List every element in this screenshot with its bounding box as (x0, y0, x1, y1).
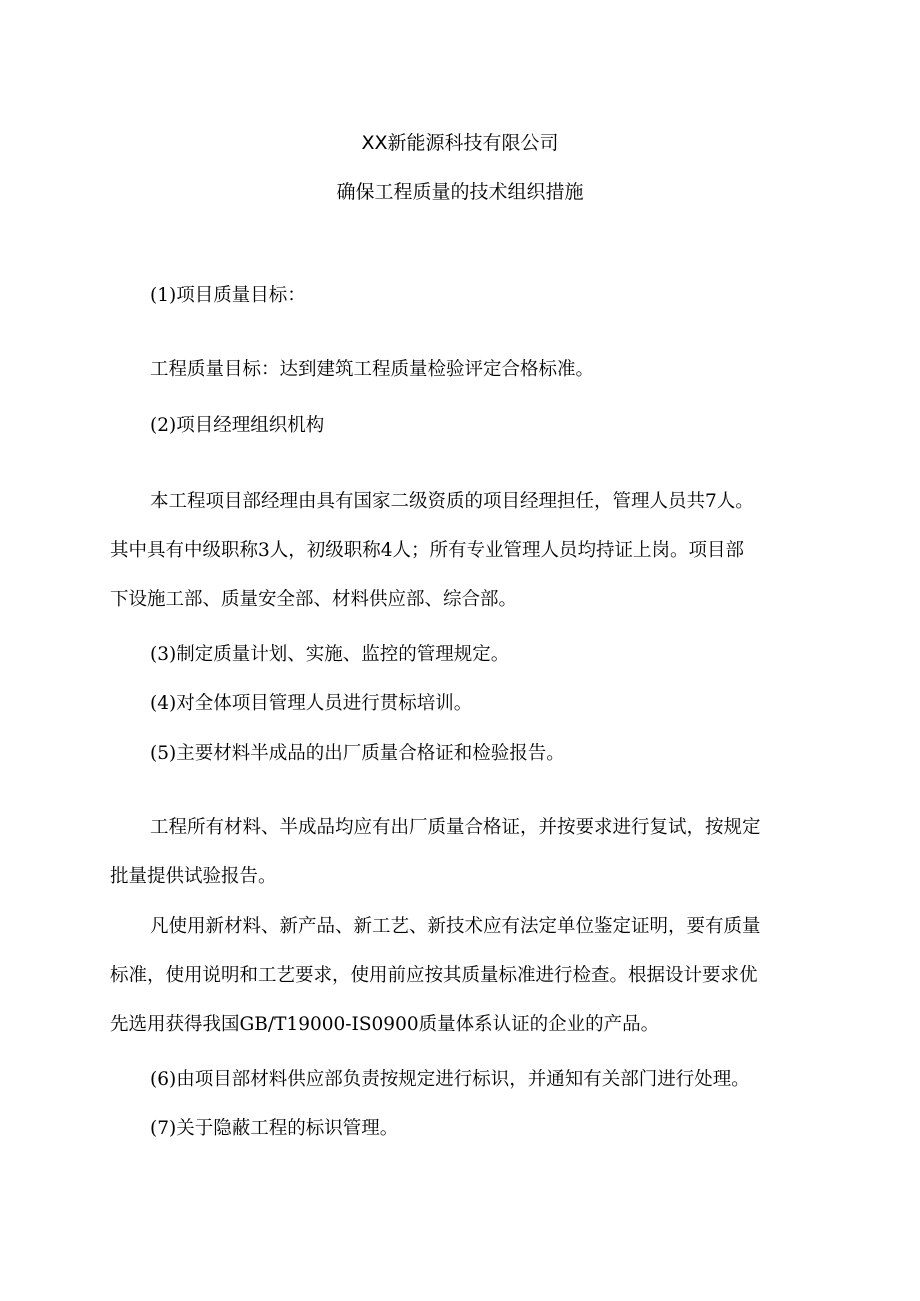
paragraph-line: 工程所有材料、半成品均应有出厂质量合格证，并按要求进行复试，按规定 (150, 817, 761, 838)
section-heading-5: (5)主要材料半成品的出厂质量合格证和检验报告。 (150, 743, 565, 764)
paragraph-line: 凡使用新材料、新产品、新工艺、新技术应有法定单位鉴定证明，要有质量 (150, 916, 761, 937)
paragraph-line: 先选用获得我国GB/T19000-IS0900质量体系认证的企业的产品。 (110, 1014, 660, 1035)
paragraph-line: 标准，使用说明和工艺要求，使用前应按其质量标准进行检查。根据设计要求优 (110, 965, 758, 986)
paragraph-line: 本工程项目部经理由具有国家二级资质的项目经理担任，管理人员共7人。 (150, 491, 754, 512)
section-heading-6: (6)由项目部材料供应部负责按规定进行标识，并通知有关部门进行处理。 (150, 1069, 750, 1090)
company-title: XX新能源科技有限公司 (361, 132, 559, 154)
paragraph-line: 其中具有中级职称3人，初级职称4人；所有专业管理人员均持证上岗。项目部 (110, 540, 745, 561)
paragraph-line: 批量提供试验报告。 (110, 866, 277, 887)
paragraph-line: 下设施工部、质量安全部、材料供应部、综合部。 (110, 589, 518, 610)
section-heading-7: (7)关于隐蔽工程的标识管理。 (150, 1118, 399, 1139)
section-heading-1: (1)项目质量目标： (150, 285, 306, 306)
section-heading-3: (3)制定质量计划、实施、监控的管理规定。 (150, 644, 510, 665)
section-heading-2: (2)项目经理组织机构 (150, 415, 325, 436)
paragraph-line: 工程质量目标：达到建筑工程质量检验评定合格标准。 (150, 359, 595, 380)
document-title: 确保工程质量的技术组织措施 (336, 181, 584, 203)
section-heading-4: (4)对全体项目管理人员进行贯标培训。 (150, 693, 473, 714)
